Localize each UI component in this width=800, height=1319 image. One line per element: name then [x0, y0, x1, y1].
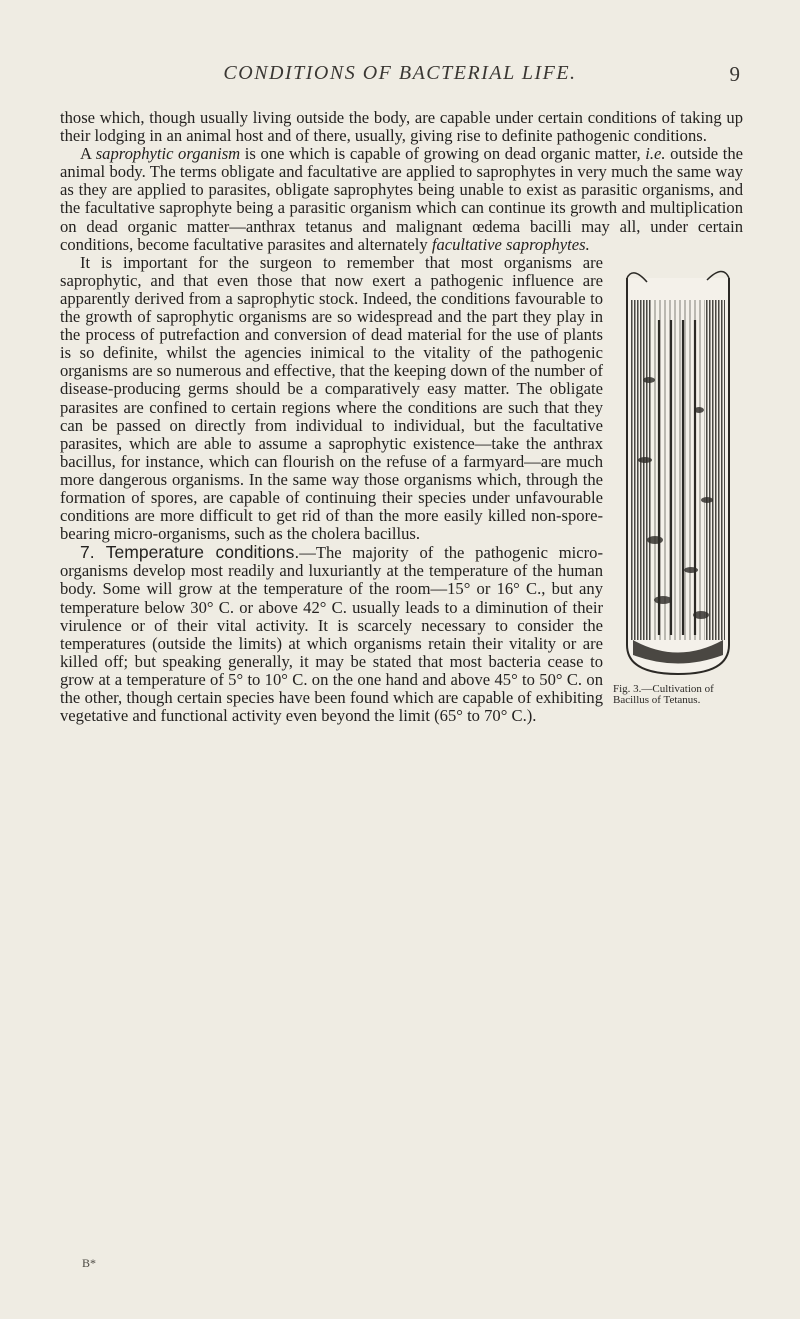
paragraph-saprophytic-definition	[60, 145, 743, 254]
section-heading-temperature: 7. Temperature conditions.	[80, 542, 300, 563]
p2-lead: A	[80, 144, 96, 164]
figure-tetanus-culture	[613, 260, 743, 707]
paragraph-surgeon: It is important for the surgeon to remember that most organisms are saprophytic, and that even those that now exert a pathogenic influence are apparently derived from a saprophytic stock. Indeed, the conditions favourable to the growth of saprophytic organisms are so widespread and the part they play in the process of putrefaction and conversion of dead material for the use of plants is so definite, whilst the agencies inimical to the vitality of the pathogenic organisms are so numerous and effective, that the keeping down of the number of disease-producing germs should be a comparatively easy matter. The obligate parasites are confined to certain regions where the conditions are such that they can be passed on directly from individual to individual, but the facultative parasites, which are able to assume a saprophytic existence—take the anthrax bacillus, for instance, which can flourish on the refuse of a farmyard—are much more dangerous organisms. In the same way those organisms which, through the formation of spores, are capable of continuing their species under unfavourable conditions are more difficult to get rid of than the more easily killed non-spore-bearing micro-organisms, such as the cholera bacillus.	[60, 252, 603, 544]
p2-rest: is one which is capable of growing on dead organic matter,	[240, 144, 646, 164]
page-header	[60, 62, 740, 92]
temperature-text: —The majority of the pathogenic micro-organisms develop most readily and luxuriantly at the temperature of the human body. Some will grow at the temperature of the room—15° or 16° C., but any temperature below 30° C. or above 42° C. usually leads to a diminution of their virulence or of their vital activity. It is scarcely necessary to consider the temperatures (outside the limits) at which organisms retain their vitality or are killed off; but speaking generally, it may be stated that most bacteria cease to grow at a temperature of 5° to 10° C. on the one hand and above 45° to 50° C. on the other, though certain species have been found which are capable of exhibiting vegetative and functional activity even beyond the limit (65° to 70° C.).	[60, 543, 603, 726]
test-tube-culture-engraving	[619, 260, 737, 680]
running-title: CONDITIONS OF BACTERIAL LIFE.	[223, 62, 577, 84]
term-facultative-saprophytes: facultative saprophytes.	[431, 234, 590, 254]
paragraph-parasites: those which, though usually living outside the body, are capable under certain conditions of taking up their lodging in an animal host and of there, usually, giving rise to definite pathogenic conditions.	[60, 108, 743, 146]
term-saprophytic-organism: saprophytic organism	[95, 144, 241, 164]
p2-end: outside the animal body. The terms obligate and facultative are applied to saprophytes in very much the same way as they are applied to parasites, obligate saprophytes being unable to exist as parasitic organisms, and the facultative saprophyte being a parasitic organism which can continue its growth and multiplication on dead organic matter—anthrax tetanus and malignant œdema bacilli may all, under certain conditions, become facultative parasites and alternately	[60, 144, 744, 254]
signature-mark: B*	[82, 1256, 97, 1270]
test-tube-illustration	[619, 260, 737, 680]
page-number: 9	[729, 62, 740, 86]
figure-caption: Fig. 3.—Cultivation of Bacillus of Tetanus.	[613, 682, 714, 707]
term-ie: i.e.	[645, 144, 666, 164]
body-text	[60, 109, 743, 725]
